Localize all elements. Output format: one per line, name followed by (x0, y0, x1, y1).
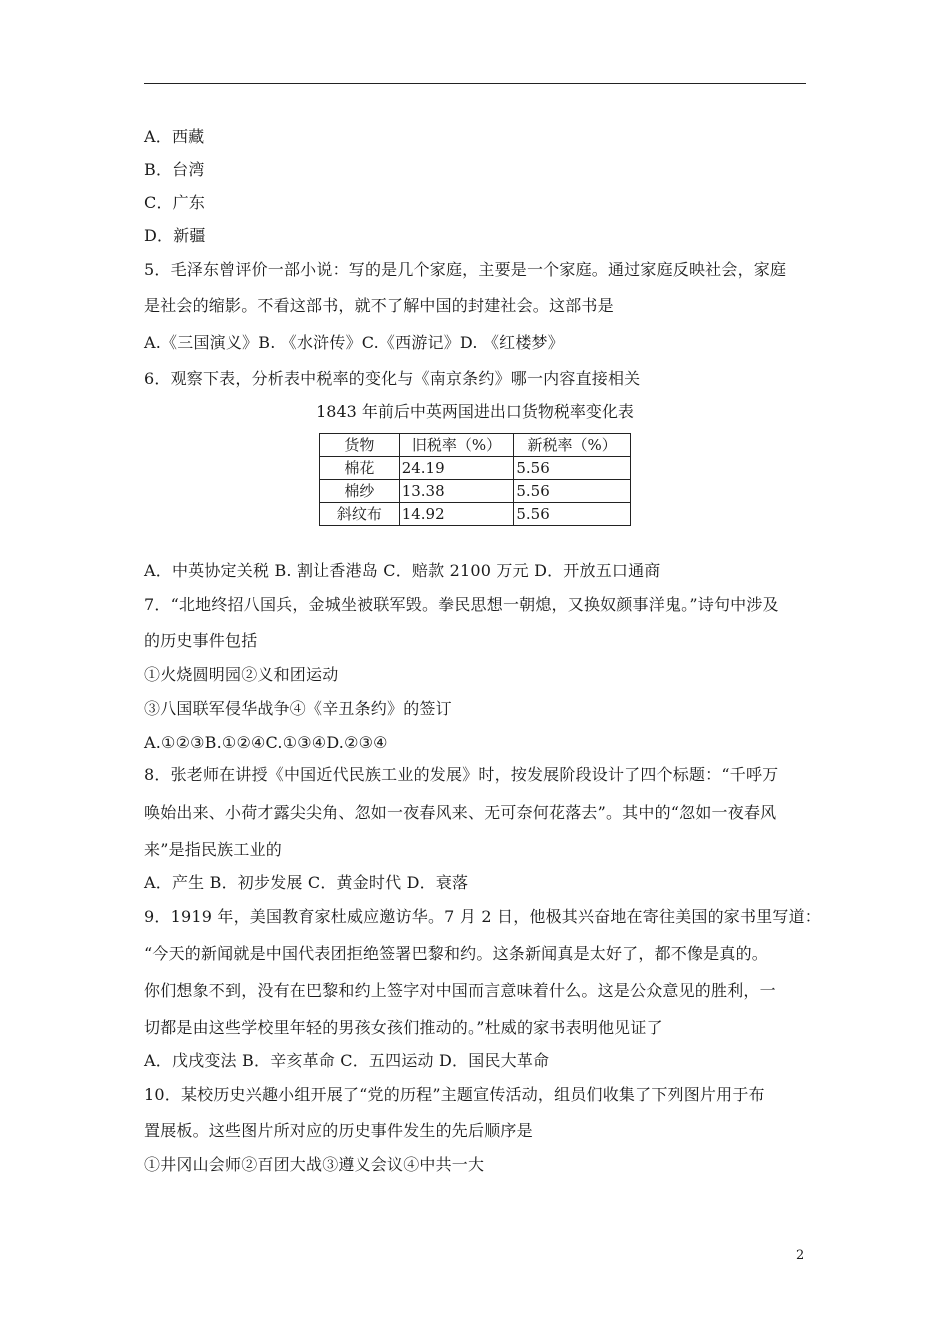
q7-item2: ③八国联军侵华战争④《辛丑条约》的签订 (144, 699, 452, 718)
cell-new-rate: 5.56 (514, 480, 631, 503)
table-header-row (320, 434, 631, 457)
q4-option-c: C．广东 (144, 193, 206, 212)
cell-old-rate: 24.19 (399, 457, 514, 480)
q10-items: ①井冈山会师②百团大战③遵义会议④中共一大 (144, 1155, 485, 1174)
q9-stem-line4: 切都是由这些学校里年轻的男孩女孩们推动的。”杜威的家书表明他见证了 (144, 1018, 663, 1037)
q6-stem: 6．观察下表，分析表中税率的变化与《南京条约》哪一内容直接相关 (144, 369, 641, 388)
q10-stem-line1: 10．某校历史兴趣小组开展了“党的历程”主题宣传活动，组员们收集了下列图片用于布 (144, 1085, 765, 1104)
q5-stem-line1: 5．毛泽东曾评价一部小说：写的是几个家庭，主要是一个家庭。通过家庭反映社会，家庭 (144, 260, 787, 279)
table-row (320, 480, 631, 503)
q9-stem-line1: 9．1919 年，美国教育家杜威应邀访华。7 月 2 日，他极其兴奋地在寄往美国的家书里写道： (144, 907, 822, 926)
cell-old-rate: 14.92 (399, 503, 514, 526)
table-row (320, 503, 631, 526)
header-goods: 货物 (320, 434, 400, 457)
q10-stem-line2: 置展板。这些图片所对应的历史事件发生的先后顺序是 (144, 1121, 533, 1140)
q8-options: A．产生 B．初步发展 C．黄金时代 D．衰落 (144, 873, 469, 892)
q5-stem-line2: 是社会的缩影。不看这部书，就不了解中国的封建社会。这部书是 (144, 296, 614, 315)
q7-stem-line2: 的历史事件包括 (144, 631, 258, 650)
page-number: 2 (796, 1248, 805, 1263)
cell-old-rate: 13.38 (399, 480, 514, 503)
cell-new-rate: 5.56 (514, 457, 631, 480)
header-new-rate: 新税率（%） (514, 434, 631, 457)
q9-stem-line3: 你们想象不到，没有在巴黎和约上签字对中国而言意味着什么。这是公众意见的胜利，一 (144, 981, 776, 1000)
q9-options: A．戊戌变法 B．辛亥革命 C．五四运动 D．国民大革命 (144, 1051, 550, 1070)
cell-goods: 棉纱 (320, 480, 400, 503)
q6-table-title: 1843 年前后中英两国进出口货物税率变化表 (316, 402, 634, 421)
q4-option-d: D．新疆 (144, 226, 206, 245)
q8-stem-line1: 8．张老师在讲授《中国近代民族工业的发展》时，按发展阶段设计了四个标题：“千呼万 (144, 765, 779, 784)
q7-stem-line1: 7．“北地终招八国兵，金城坐被联军毁。拳民思想一朝熄，又换奴颜事洋鬼。”诗句中涉及 (144, 595, 779, 614)
q5-options: A.《三国演义》B. 《水浒传》C.《西游记》D. 《红楼梦》 (144, 333, 564, 352)
q4-option-a: A．西藏 (144, 127, 205, 146)
cell-new-rate: 5.56 (514, 503, 631, 526)
q8-stem-line3: 来”是指民族工业的 (144, 840, 282, 859)
tax-rate-table (319, 433, 631, 526)
cell-goods: 棉花 (320, 457, 400, 480)
cell-goods: 斜纹布 (320, 503, 400, 526)
q9-stem-line2: “今天的新闻就是中国代表团拒绝签署巴黎和约。这条新闻真是太好了，都不像是真的。 (144, 944, 768, 963)
table-row (320, 457, 631, 480)
q6-options: A．中英协定关税 B. 割让香港岛 C．赔款 2100 万元 D．开放五口通商 (144, 561, 661, 580)
q4-option-b: B．台湾 (144, 160, 205, 179)
header-rule (144, 83, 806, 84)
q7-item1: ①火烧圆明园②义和团运动 (144, 665, 339, 684)
header-old-rate: 旧税率（%） (399, 434, 514, 457)
q7-options: A.①②③B.①②④C.①③④D.②③④ (144, 733, 388, 752)
q8-stem-line2: 唤始出来、小荷才露尖尖角、忽如一夜春风来、无可奈何花落去”。其中的“忽如一夜春风 (144, 803, 777, 822)
